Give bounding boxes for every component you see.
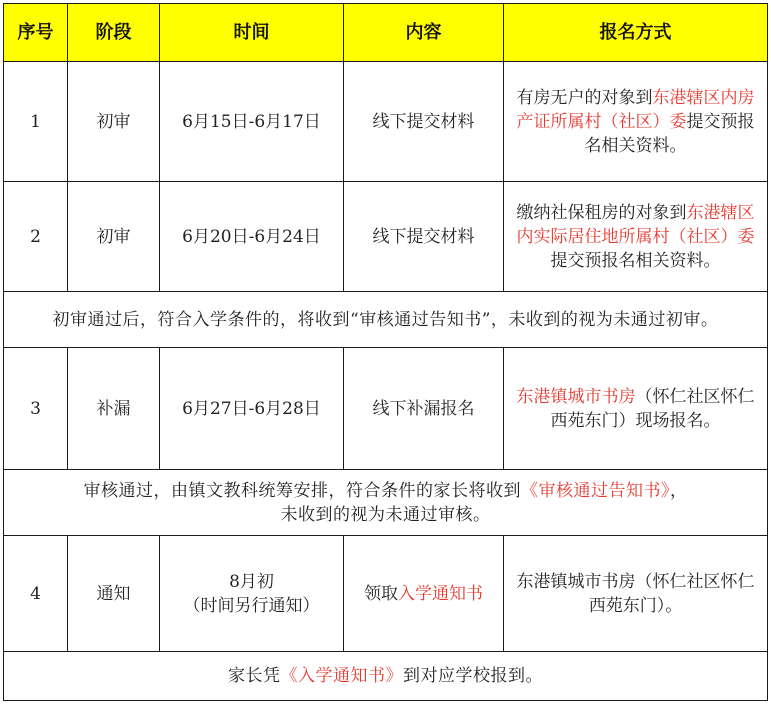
row-method (504, 182, 768, 292)
content-highlight: 入学通知书 (398, 583, 483, 604)
row-no: 4 (4, 536, 68, 652)
content-text: 领取 (364, 583, 398, 604)
table-header-row (4, 4, 768, 62)
note-highlight: 《审核通过告知书》 (521, 480, 670, 501)
row-stage: 通知 (68, 536, 160, 652)
row-no: 1 (4, 62, 68, 182)
note-row (4, 470, 768, 536)
note-text: 家长凭 (228, 666, 281, 686)
method-text: 提交预报名相关资料。 (584, 111, 755, 156)
method-text: 提交预报名相关资料。 (550, 250, 721, 271)
note-text: 审核通过，由镇文教科统筹安排，符合条件的家长将收到 (83, 480, 521, 501)
method-location-highlight: 东港辖区内实际居住地所属村（社区）委 (516, 202, 755, 247)
table-row (4, 536, 768, 652)
row-time: 6月20日-6月24日 (160, 182, 344, 292)
method-text: （怀仁社区怀仁西苑东门）现场报名。 (550, 386, 755, 431)
table-row (4, 348, 768, 470)
row-method: 东港镇城市书房（怀仁社区怀仁西苑东门）。 (504, 536, 768, 652)
row-content: 线下补漏报名 (344, 348, 504, 470)
header-stage: 阶段 (68, 4, 160, 62)
note-after-first-review: 初审通过后，符合入学条件的，将收到“审核通过告知书”，未收到的视为未通过初审。 (4, 292, 768, 348)
row-stage: 补漏 (68, 348, 160, 470)
registration-schedule-table (3, 3, 768, 701)
time-note: （时间另行通知） (183, 595, 320, 616)
row-stage: 初审 (68, 182, 160, 292)
note-row (4, 292, 768, 348)
row-content (344, 536, 504, 652)
header-time: 时间 (160, 4, 344, 62)
row-method (504, 62, 768, 182)
row-method (504, 348, 768, 470)
header-method: 报名方式 (504, 4, 768, 62)
method-location-highlight: 东港镇城市书房 (516, 386, 636, 407)
table-row (4, 62, 768, 182)
row-no: 2 (4, 182, 68, 292)
method-text: 有房无户的对象到 (516, 87, 653, 108)
note-after-review (4, 470, 768, 536)
time-text: 8月初 (229, 571, 274, 592)
method-location-highlight: 东港辖区内房产证所属村（社区）委 (516, 87, 755, 132)
row-time: 6月15日-6月17日 (160, 62, 344, 182)
note-text: ， (670, 480, 688, 501)
row-no: 3 (4, 348, 68, 470)
note-text: 到对应学校报到。 (403, 666, 543, 686)
note-row (4, 652, 768, 701)
note-text: 未收到的视为未通过审核。 (280, 504, 491, 525)
row-time (160, 536, 344, 652)
table-row (4, 182, 768, 292)
row-content: 线下提交材料 (344, 62, 504, 182)
header-content: 内容 (344, 4, 504, 62)
note-final (4, 652, 768, 701)
method-text: 缴纳社保租房的对象到 (516, 202, 687, 223)
row-content: 线下提交材料 (344, 182, 504, 292)
row-time: 6月27日-6月28日 (160, 348, 344, 470)
note-highlight: 《入学通知书》 (280, 666, 403, 686)
row-stage: 初审 (68, 62, 160, 182)
header-no: 序号 (4, 4, 68, 62)
